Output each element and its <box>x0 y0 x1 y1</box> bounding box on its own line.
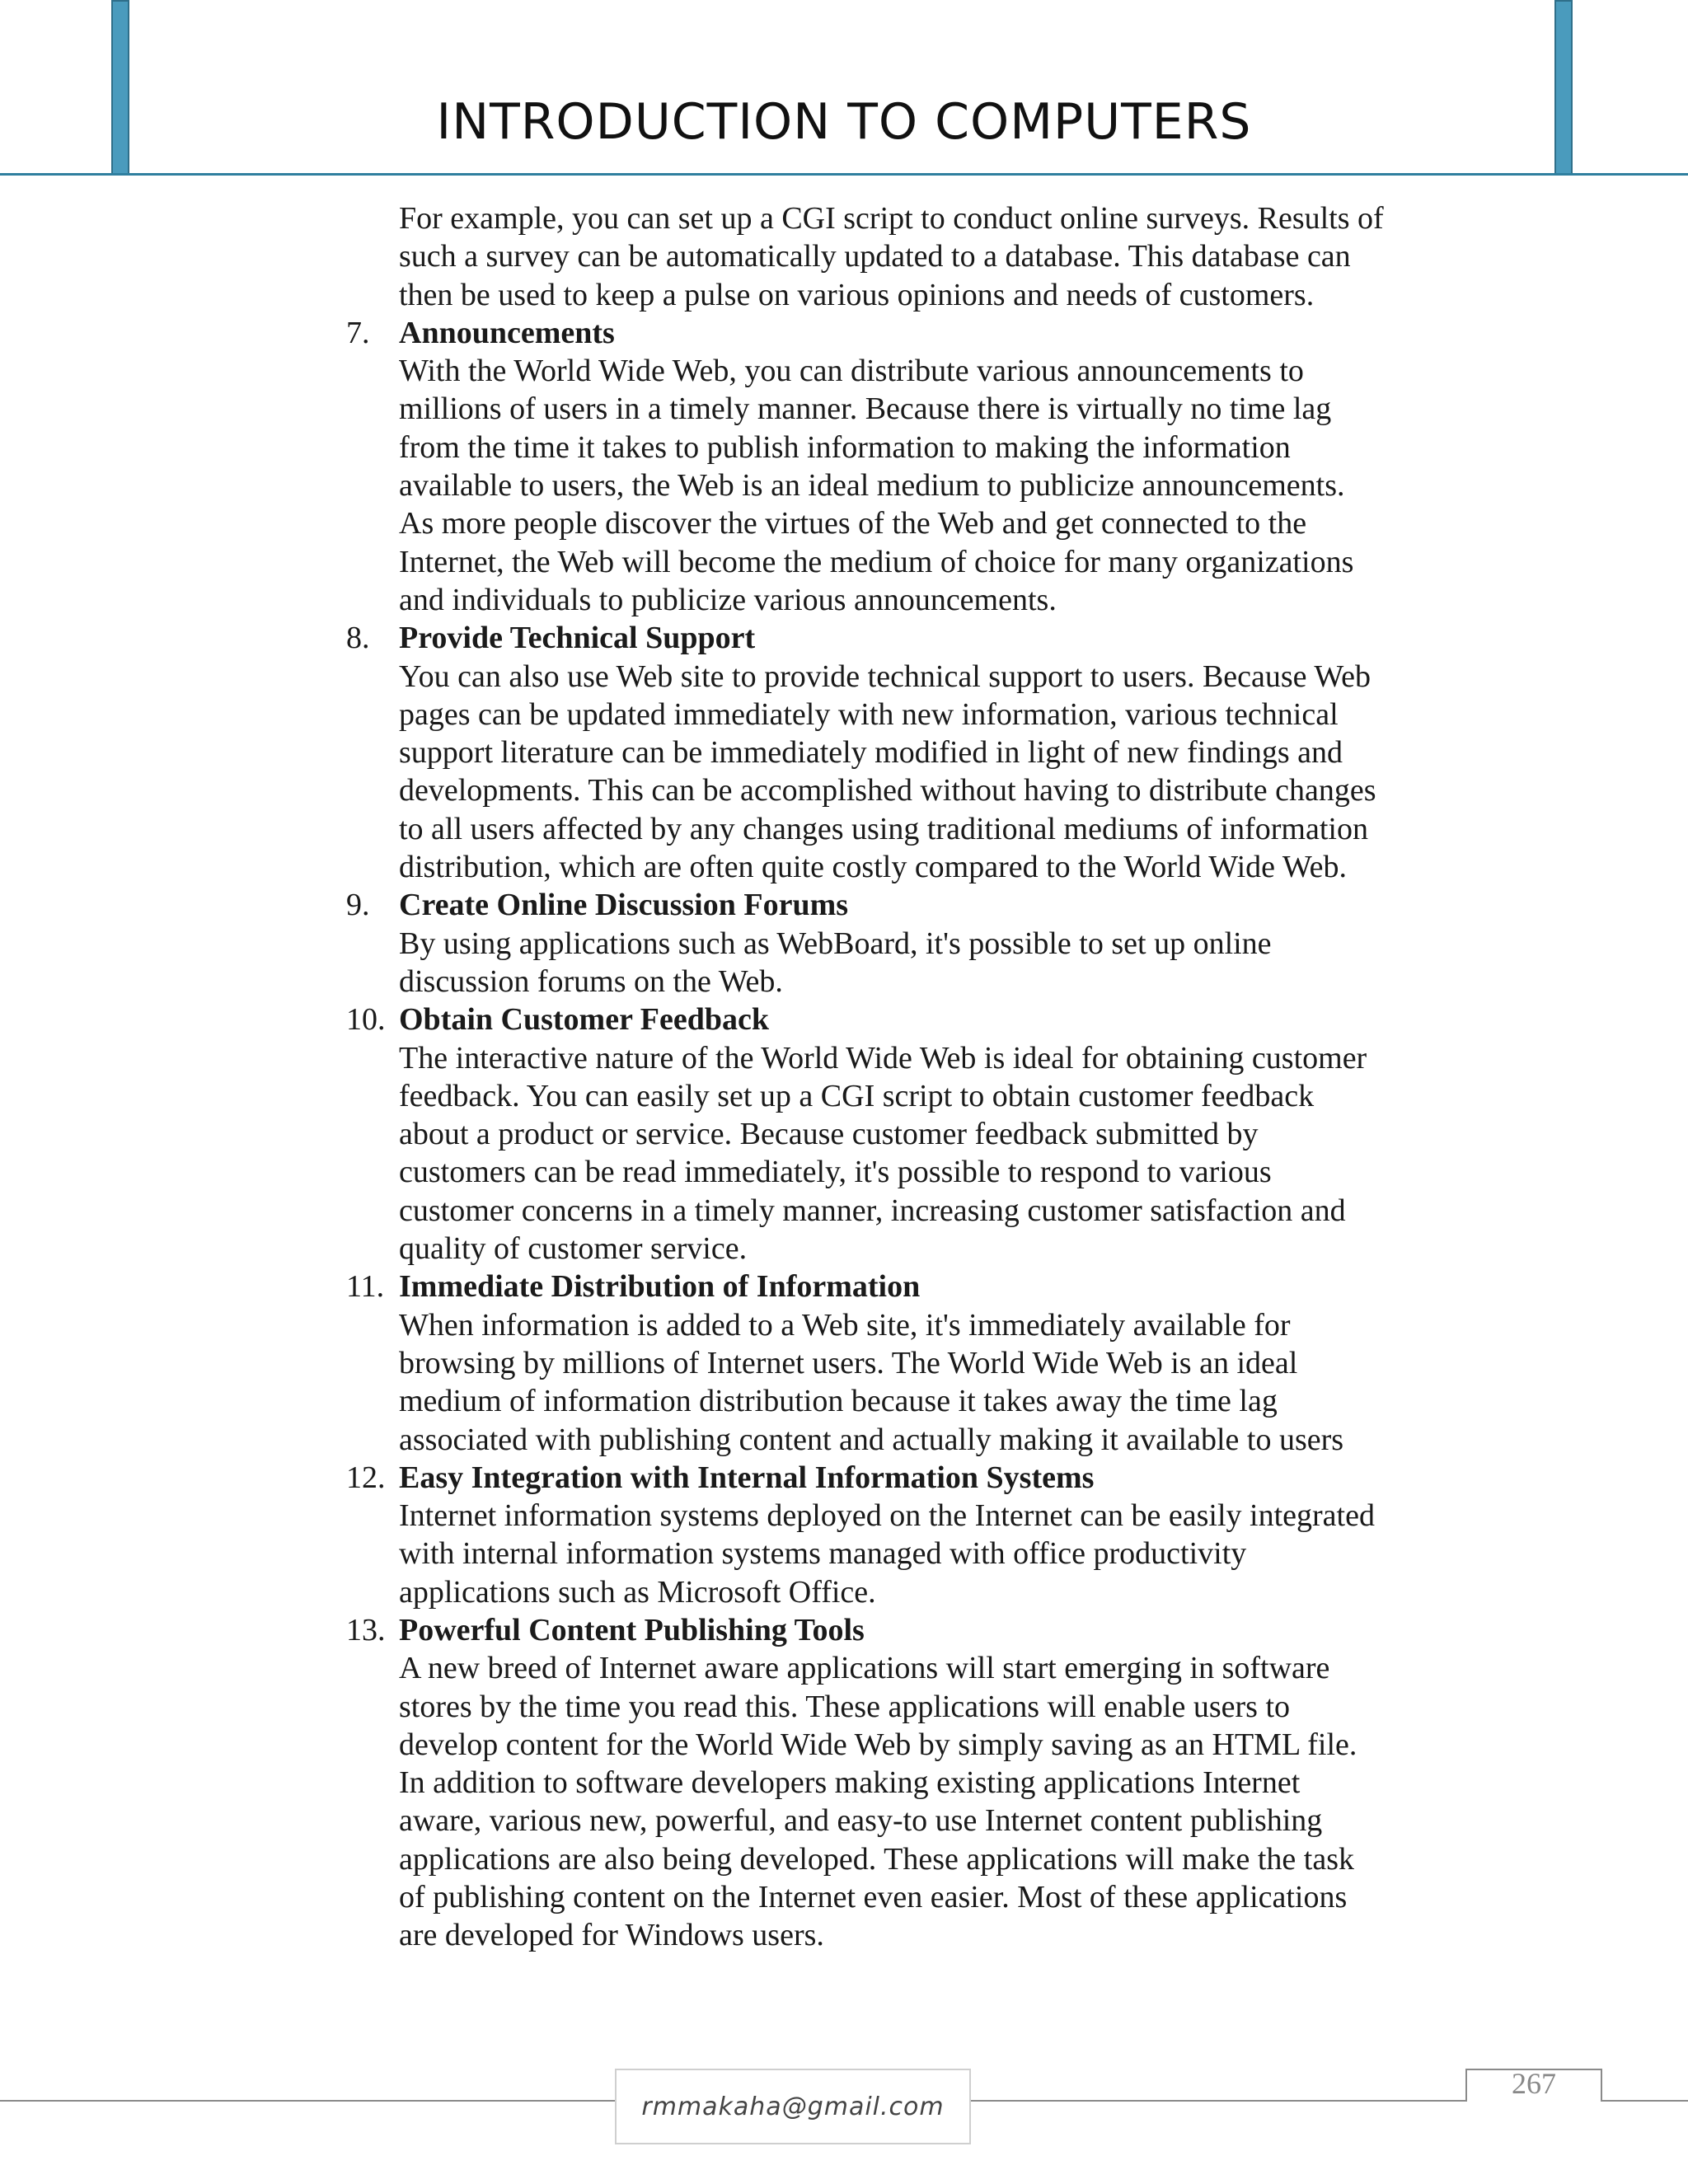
body-line: By using applications such as WebBoard, it's possible to set up online <box>399 926 1272 961</box>
list-item <box>346 1001 1517 1268</box>
body-line: discussion forums on the Web. <box>399 963 783 999</box>
body-line: about a product or service. Because customer feedback submitted by <box>399 1117 1259 1152</box>
list-item-heading: Immediate Distribution of Information <box>399 1269 921 1305</box>
list-item <box>346 619 1517 886</box>
body-line: customers can be read immediately, it's possible to respond to various <box>399 1155 1272 1190</box>
list-item-number: 7. <box>346 315 370 350</box>
body-line: and individuals to publicize various announcements. <box>399 582 1057 617</box>
list-item-number: 10. <box>346 1002 386 1038</box>
list-item <box>346 314 1517 619</box>
header-divider <box>0 173 1688 176</box>
footer-email-box <box>615 2069 971 2144</box>
body-line: are developed for Windows users. <box>399 1918 824 1953</box>
body-line: applications such as Microsoft Office. <box>399 1574 876 1610</box>
list-item-body <box>346 1306 1517 1459</box>
list-item-heading: Create Online Discussion Forums <box>399 888 849 923</box>
body-line: Internet, the Web will become the medium of choice for many organizations <box>399 544 1354 579</box>
page-number: 267 <box>1512 2067 1556 2100</box>
body-line: As more people discover the virtues of the Web and get connected to the <box>399 506 1307 541</box>
body-line: available to users, the Web is an ideal medium to publicize announcements. <box>399 468 1345 504</box>
body-line: millions of users in a timely manner. Because there is virtually no time lag <box>399 391 1332 427</box>
numbered-list <box>346 314 1517 1955</box>
list-item-heading: Provide Technical Support <box>399 621 756 656</box>
body-line: You can also use Web site to provide technical support to users. Because Web <box>399 658 1372 694</box>
page-number-tab <box>1465 2069 1602 2102</box>
body-line: support literature can be immediately modified in light of new findings and <box>399 735 1343 771</box>
intro-line: then be used to keep a pulse on various opinions and needs of customers. <box>399 277 1315 312</box>
body-line: browsing by millions of Internet users. The World Wide Web is an ideal <box>399 1345 1298 1380</box>
list-item-heading: Easy Integration with Internal Information Systems <box>399 1460 1095 1495</box>
body-line: customer concerns in a timely manner, increasing customer satisfaction and <box>399 1193 1346 1228</box>
list-item <box>346 886 1517 1001</box>
body-line: to all users affected by any changes using traditional mediums of information <box>399 811 1368 846</box>
list-item-body <box>346 1039 1517 1268</box>
body-line: feedback. You can easily set up a CGI script to obtain customer feedback <box>399 1078 1315 1113</box>
body-line: Internet information systems deployed on the Internet can be easily integrated <box>399 1498 1375 1534</box>
list-item-number: 8. <box>346 621 370 656</box>
body-line: developments. This can be accomplished without having to distribute changes <box>399 773 1376 808</box>
list-item-number: 12. <box>346 1460 386 1495</box>
list-item <box>346 1611 1517 1955</box>
page-title: INTRODUCTION TO COMPUTERS <box>436 93 1252 151</box>
body-line: A new breed of Internet aware applications will start emerging in software <box>399 1651 1330 1686</box>
intro-line: such a survey can be automatically updated to a database. This database can <box>399 239 1351 274</box>
footer-email: rmmakaha@gmail.com <box>641 2092 945 2121</box>
list-item-number: 13. <box>346 1612 386 1647</box>
list-item-number: 9. <box>346 888 370 923</box>
list-item-heading: Powerful Content Publishing Tools <box>399 1612 865 1647</box>
header-left-bar <box>111 0 129 175</box>
list-item-number: 11. <box>346 1269 385 1305</box>
body-line: of publishing content on the Internet even easier. Most of these applications <box>399 1880 1348 1915</box>
body-line: medium of information distribution because it takes away the time lag <box>399 1384 1278 1419</box>
list-item-heading: Announcements <box>399 315 615 350</box>
header-right-bar <box>1554 0 1573 175</box>
list-item-heading: Obtain Customer Feedback <box>399 1002 769 1038</box>
body-line: associated with publishing content and actually making it available to users <box>399 1422 1344 1457</box>
body-line: pages can be updated immediately with new information, various technical <box>399 696 1339 732</box>
list-item-body <box>346 1649 1517 1954</box>
body-line: quality of customer service. <box>399 1231 748 1267</box>
list-item <box>346 1268 1517 1458</box>
body-line: aware, various new, powerful, and easy-to use Internet content publishing <box>399 1803 1323 1839</box>
body-line: from the time it takes to publish information to making the information <box>399 429 1291 465</box>
footer-rule-middle <box>971 2100 1465 2102</box>
list-item <box>346 1459 1517 1611</box>
body-line: stores by the time you read this. These applications will enable users to <box>399 1689 1290 1724</box>
body-line: The interactive nature of the World Wide Web is ideal for obtaining customer <box>399 1040 1367 1076</box>
body-line: distribution, which are often quite costly compared to the World Wide Web. <box>399 850 1348 885</box>
body-line: develop content for the World Wide Web by simply saving as an HTML file. <box>399 1727 1357 1762</box>
body-line: applications are also being developed. These applications will make the task <box>399 1841 1354 1877</box>
body-line: When information is added to a Web site, it's immediately available for <box>399 1307 1291 1343</box>
list-item-body <box>346 1497 1517 1611</box>
footer-rule-left <box>0 2100 615 2102</box>
body-line: with internal information systems managed with office productivity <box>399 1536 1247 1572</box>
body-line: In addition to software developers making existing applications Internet <box>399 1765 1301 1801</box>
list-item-body <box>346 658 1517 887</box>
body-line: With the World Wide Web, you can distribute various announcements to <box>399 354 1304 389</box>
list-item-body <box>346 925 1517 1001</box>
document-body <box>346 199 1517 1955</box>
footer-rule-right <box>1602 2100 1688 2102</box>
intro-paragraph <box>346 199 1517 314</box>
intro-line: For example, you can set up a CGI script to conduct online surveys. Results of <box>399 201 1384 236</box>
list-item-body <box>346 352 1517 619</box>
